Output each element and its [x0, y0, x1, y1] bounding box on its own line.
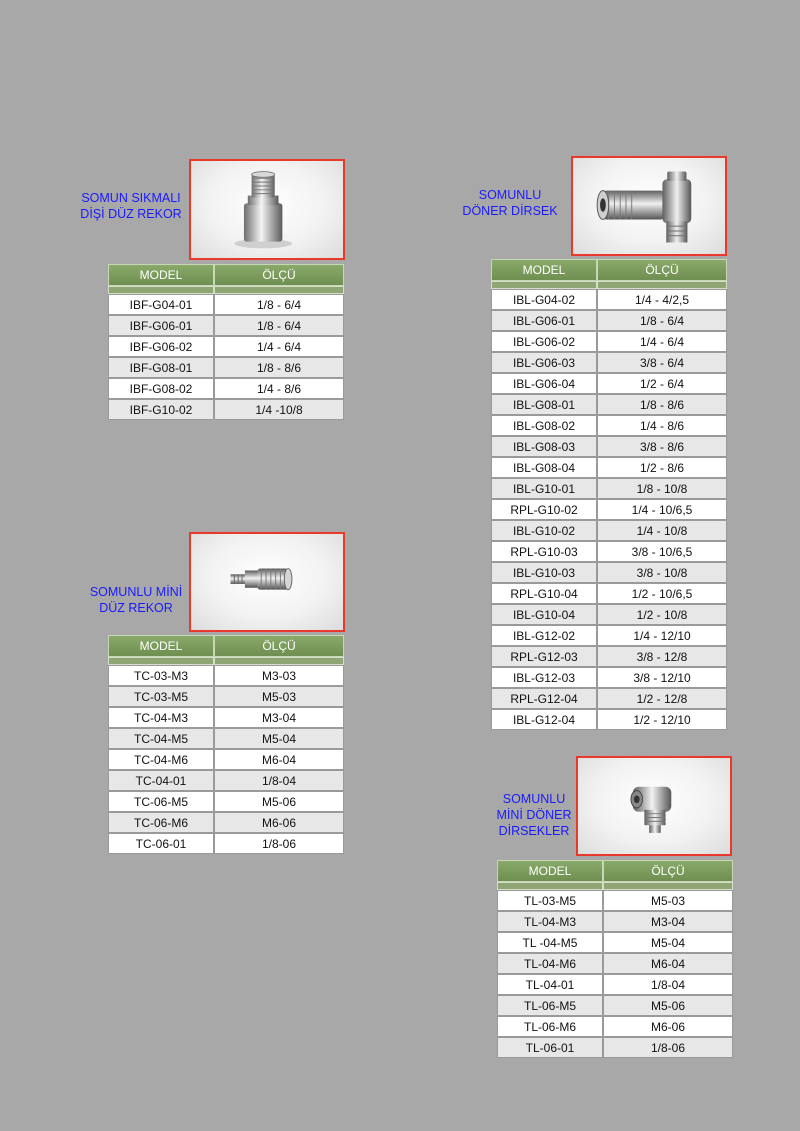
model-cell: IBF-G04-01 — [108, 294, 214, 315]
ibl-header-model: MODEL — [491, 259, 597, 281]
model-cell: TL-06-01 — [497, 1037, 603, 1058]
model-cell: TL-03-M5 — [497, 890, 603, 911]
olcu-cell: 1/8-04 — [214, 770, 344, 791]
table-row — [108, 770, 344, 791]
olcu-cell: 1/8-06 — [603, 1037, 733, 1058]
olcu-cell: 1/8 - 6/4 — [597, 310, 727, 331]
table-row — [497, 911, 733, 932]
ibf-header-model: MODEL — [108, 264, 214, 286]
olcu-cell: M3-03 — [214, 665, 344, 686]
olcu-cell: 3/8 - 12/8 — [597, 646, 727, 667]
ibl-caption-line-1: SOMUNLU — [478, 188, 542, 202]
ibf-rows — [108, 294, 344, 420]
table-row — [491, 310, 727, 331]
model-cell: IBF-G10-02 — [108, 399, 214, 420]
tl-product-photo — [576, 756, 732, 856]
model-cell: TL-04-M3 — [497, 911, 603, 932]
model-cell: IBL-G12-04 — [491, 709, 597, 730]
olcu-cell: 1/4 - 8/6 — [597, 415, 727, 436]
model-cell: TC-04-01 — [108, 770, 214, 791]
model-cell: IBF-G06-01 — [108, 315, 214, 336]
olcu-cell: 1/8 - 6/4 — [214, 315, 344, 336]
model-cell: TC-04-M6 — [108, 749, 214, 770]
table-row — [491, 289, 727, 310]
tl-header-olcu: ÖLÇÜ — [603, 860, 733, 882]
model-cell: IBL-G12-02 — [491, 625, 597, 646]
olcu-cell: 1/8 - 8/6 — [597, 394, 727, 415]
model-cell: TC-04-M3 — [108, 707, 214, 728]
olcu-cell: 1/2 - 12/10 — [597, 709, 727, 730]
model-cell: TC-06-01 — [108, 833, 214, 854]
model-cell: TL -04-M5 — [497, 932, 603, 953]
table-row — [491, 688, 727, 709]
model-cell: IBL-G08-01 — [491, 394, 597, 415]
table-row — [108, 357, 344, 378]
ibf-caption-line-1: SOMUN SIKMALI — [81, 191, 181, 205]
model-cell: IBL-G06-01 — [491, 310, 597, 331]
model-cell: IBL-G06-03 — [491, 352, 597, 373]
table-row — [108, 315, 344, 336]
tc-caption — [82, 584, 190, 616]
table-row — [491, 604, 727, 625]
olcu-cell: 3/8 - 10/6,5 — [597, 541, 727, 562]
olcu-cell: M5-06 — [214, 791, 344, 812]
olcu-cell: 1/2 - 10/8 — [597, 604, 727, 625]
ibf-caption-line-2: DİŞİ DÜZ REKOR — [80, 207, 182, 221]
table-row — [491, 625, 727, 646]
olcu-cell: 3/8 - 12/10 — [597, 667, 727, 688]
olcu-cell: M6-04 — [214, 749, 344, 770]
table-row — [491, 457, 727, 478]
table-row — [491, 562, 727, 583]
olcu-cell: 1/4 - 6/4 — [597, 331, 727, 352]
tl-caption — [490, 791, 578, 839]
olcu-cell: 3/8 - 10/8 — [597, 562, 727, 583]
table-row — [491, 646, 727, 667]
model-cell: TC-06-M5 — [108, 791, 214, 812]
tc-rows — [108, 665, 344, 854]
olcu-cell: 1/8-06 — [214, 833, 344, 854]
table-row — [491, 583, 727, 604]
model-cell: IBL-G08-04 — [491, 457, 597, 478]
olcu-cell: 1/8-04 — [603, 974, 733, 995]
tc-header-olcu: ÖLÇÜ — [214, 635, 344, 657]
table-row — [108, 749, 344, 770]
table-row — [491, 436, 727, 457]
model-cell: RPL-G12-04 — [491, 688, 597, 709]
model-cell: IBF-G08-01 — [108, 357, 214, 378]
olcu-cell: 1/2 - 10/6,5 — [597, 583, 727, 604]
model-cell: TC-04-M5 — [108, 728, 214, 749]
table-row — [108, 791, 344, 812]
olcu-cell: M5-03 — [603, 890, 733, 911]
olcu-cell: 1/8 - 10/8 — [597, 478, 727, 499]
ibl-caption-line-2: DÖNER DİRSEK — [462, 204, 558, 218]
ibf-header-olcu: ÖLÇÜ — [214, 264, 344, 286]
table-row — [497, 1016, 733, 1037]
ibl-table — [491, 259, 727, 730]
tl-caption-line-3: DİRSEKLER — [498, 824, 570, 838]
ibl-rows — [491, 289, 727, 730]
ibl-caption — [455, 187, 565, 219]
model-cell: IBL-G10-04 — [491, 604, 597, 625]
tl-caption-line-1: SOMUNLU — [502, 792, 566, 806]
olcu-cell: M3-04 — [603, 911, 733, 932]
olcu-cell: 1/8 - 6/4 — [214, 294, 344, 315]
olcu-cell: M6-04 — [603, 953, 733, 974]
tl-header-model: MODEL — [497, 860, 603, 882]
table-row — [497, 932, 733, 953]
table-row — [108, 833, 344, 854]
olcu-cell: M5-04 — [214, 728, 344, 749]
table-row — [497, 1037, 733, 1058]
model-cell: IBL-G10-03 — [491, 562, 597, 583]
model-cell: IBL-G12-03 — [491, 667, 597, 688]
table-row — [491, 352, 727, 373]
model-cell: TC-06-M6 — [108, 812, 214, 833]
olcu-cell: M3-04 — [214, 707, 344, 728]
ibf-table — [108, 264, 344, 420]
swivel-elbow-fitting-icon — [573, 158, 725, 254]
olcu-cell: 1/2 - 12/8 — [597, 688, 727, 709]
table-row — [497, 890, 733, 911]
table-row — [491, 478, 727, 499]
straight-female-fitting-icon — [191, 161, 343, 258]
olcu-cell: 1/4 - 10/8 — [597, 520, 727, 541]
table-row — [108, 378, 344, 399]
tc-header-model: MODEL — [108, 635, 214, 657]
olcu-cell: M5-03 — [214, 686, 344, 707]
mini-straight-fitting-icon — [191, 534, 343, 630]
model-cell: IBL-G08-02 — [491, 415, 597, 436]
olcu-cell: M5-04 — [603, 932, 733, 953]
tc-product-photo — [189, 532, 345, 632]
model-cell: TL-06-M6 — [497, 1016, 603, 1037]
ibl-product-photo — [571, 156, 727, 256]
tc-caption-line-2: DÜZ REKOR — [99, 601, 173, 615]
table-row — [491, 541, 727, 562]
model-cell: RPL-G10-04 — [491, 583, 597, 604]
table-row — [497, 953, 733, 974]
olcu-cell: 3/8 - 8/6 — [597, 436, 727, 457]
table-row — [108, 294, 344, 315]
model-cell: TL-04-01 — [497, 974, 603, 995]
mini-swivel-elbow-icon — [578, 758, 730, 854]
table-row — [491, 520, 727, 541]
table-row — [491, 499, 727, 520]
model-cell: IBL-G04-02 — [491, 289, 597, 310]
ibl-header-olcu: ÖLÇÜ — [597, 259, 727, 281]
olcu-cell: 1/4 - 10/6,5 — [597, 499, 727, 520]
olcu-cell: M5-06 — [603, 995, 733, 1016]
olcu-cell: 1/4 -10/8 — [214, 399, 344, 420]
table-row — [491, 709, 727, 730]
tl-rows — [497, 890, 733, 1058]
table-row — [108, 336, 344, 357]
tc-caption-line-1: SOMUNLU MİNİ — [89, 585, 183, 599]
table-row — [491, 415, 727, 436]
model-cell: TL-04-M6 — [497, 953, 603, 974]
model-cell: IBL-G06-04 — [491, 373, 597, 394]
model-cell: IBL-G08-03 — [491, 436, 597, 457]
olcu-cell: 1/8 - 8/6 — [214, 357, 344, 378]
model-cell: IBL-G10-02 — [491, 520, 597, 541]
table-row — [108, 399, 344, 420]
model-cell: IBL-G06-02 — [491, 331, 597, 352]
model-cell: TC-03-M5 — [108, 686, 214, 707]
model-cell: TL-06-M5 — [497, 995, 603, 1016]
table-row — [108, 707, 344, 728]
model-cell: IBF-G08-02 — [108, 378, 214, 399]
olcu-cell: 3/8 - 6/4 — [597, 352, 727, 373]
model-cell: IBL-G10-01 — [491, 478, 597, 499]
olcu-cell: 1/2 - 8/6 — [597, 457, 727, 478]
olcu-cell: 1/2 - 6/4 — [597, 373, 727, 394]
olcu-cell: 1/4 - 4/2,5 — [597, 289, 727, 310]
table-row — [497, 974, 733, 995]
olcu-cell: M6-06 — [214, 812, 344, 833]
table-row — [491, 373, 727, 394]
table-row — [108, 812, 344, 833]
tl-table — [497, 860, 733, 1058]
olcu-cell: 1/4 - 8/6 — [214, 378, 344, 399]
table-row — [108, 686, 344, 707]
table-row — [491, 331, 727, 352]
olcu-cell: 1/4 - 12/10 — [597, 625, 727, 646]
olcu-cell: M6-06 — [603, 1016, 733, 1037]
tc-table — [108, 635, 344, 854]
model-cell: RPL-G10-02 — [491, 499, 597, 520]
table-row — [491, 667, 727, 688]
table-row — [497, 995, 733, 1016]
model-cell: RPL-G12-03 — [491, 646, 597, 667]
table-row — [491, 394, 727, 415]
model-cell: RPL-G10-03 — [491, 541, 597, 562]
olcu-cell: 1/4 - 6/4 — [214, 336, 344, 357]
table-row — [108, 728, 344, 749]
model-cell: IBF-G06-02 — [108, 336, 214, 357]
model-cell: TC-03-M3 — [108, 665, 214, 686]
ibf-caption — [72, 190, 190, 222]
tl-caption-line-2: MİNİ DÖNER — [496, 808, 572, 822]
ibf-product-photo — [189, 159, 345, 260]
table-row — [108, 665, 344, 686]
